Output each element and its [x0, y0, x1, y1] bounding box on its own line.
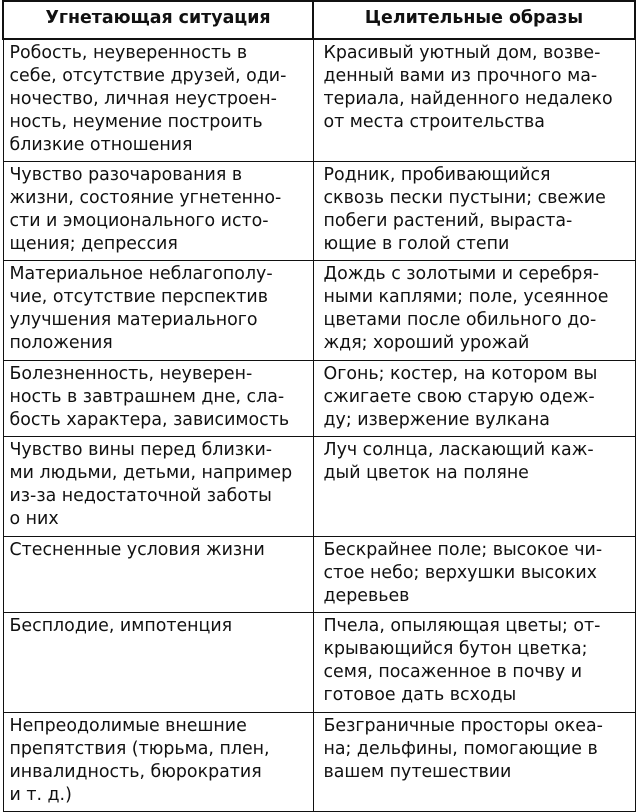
table-row — [3, 437, 635, 537]
healing-image-cell: Огонь; костер, на котором вы сжигаете свою старую одеж- ду; извержение вулкана — [313, 361, 635, 437]
table-header-row — [3, 1, 635, 39]
healing-image-cell: Родник, пробивающийся сквозь пески пустыни; свежие побеги растений, выраста- ющие в голой степи — [313, 162, 635, 261]
situation-cell: Робость, неуверенность в себе, отсутствие друзей, оди- ночество, личная неустроен- ность, неумение построить близкие отношения — [3, 39, 313, 162]
table-row — [3, 613, 635, 713]
healing-image-cell: Луч солнца, ласкающий каж- дый цветок на поляне — [313, 437, 635, 537]
header-situation: Угнетающая ситуация — [3, 1, 313, 39]
healing-images-table — [2, 0, 636, 812]
healing-image-cell: Бескрайнее поле; высокое чи- стое небо; верхушки высоких деревьев — [313, 537, 635, 613]
table-row — [3, 361, 635, 437]
table-row — [3, 162, 635, 261]
situation-cell: Чувство вины перед близки- ми людьми, детьми, например из-за недостаточной заботы о них — [3, 437, 313, 537]
healing-image-cell: Пчела, опыляющая цветы; от- крывающийся бутон цветка; семя, посаженное в почву и готовое дать всходы — [313, 613, 635, 713]
header-healing-images: Целительные образы — [313, 1, 635, 39]
table-row — [3, 713, 635, 812]
situation-cell: Бесплодие, импотенция — [3, 613, 313, 713]
healing-image-cell: Безграничные просторы океа- на; дельфины, помогающие в вашем путешествии — [313, 713, 635, 812]
situation-cell: Непреодолимые внешние препятствия (тюрьма, плен, инвалидность, бюрократия и т. д.) — [3, 713, 313, 812]
situation-cell: Болезненность, неуверен- ность в завтрашнем дне, сла- бость характера, зависимость — [3, 361, 313, 437]
healing-image-cell: Красивый уютный дом, возве- денный вами из прочного ма- териала, найденного недалеко от места строительства — [313, 39, 635, 162]
healing-image-cell: Дождь с золотыми и серебря- ными каплями; поле, усеянное цветами после обильного до- ждя; хороший урожай — [313, 261, 635, 361]
situation-cell: Материальное неблагополу- чие, отсутствие перспектив улучшения материального положения — [3, 261, 313, 361]
table-row — [3, 261, 635, 361]
situation-cell: Стесненные условия жизни — [3, 537, 313, 613]
table-row — [3, 537, 635, 613]
situation-cell: Чувство разочарования в жизни, состояние угнетенно- сти и эмоционального исто- щения; депрессия — [3, 162, 313, 261]
table-row — [3, 39, 635, 162]
